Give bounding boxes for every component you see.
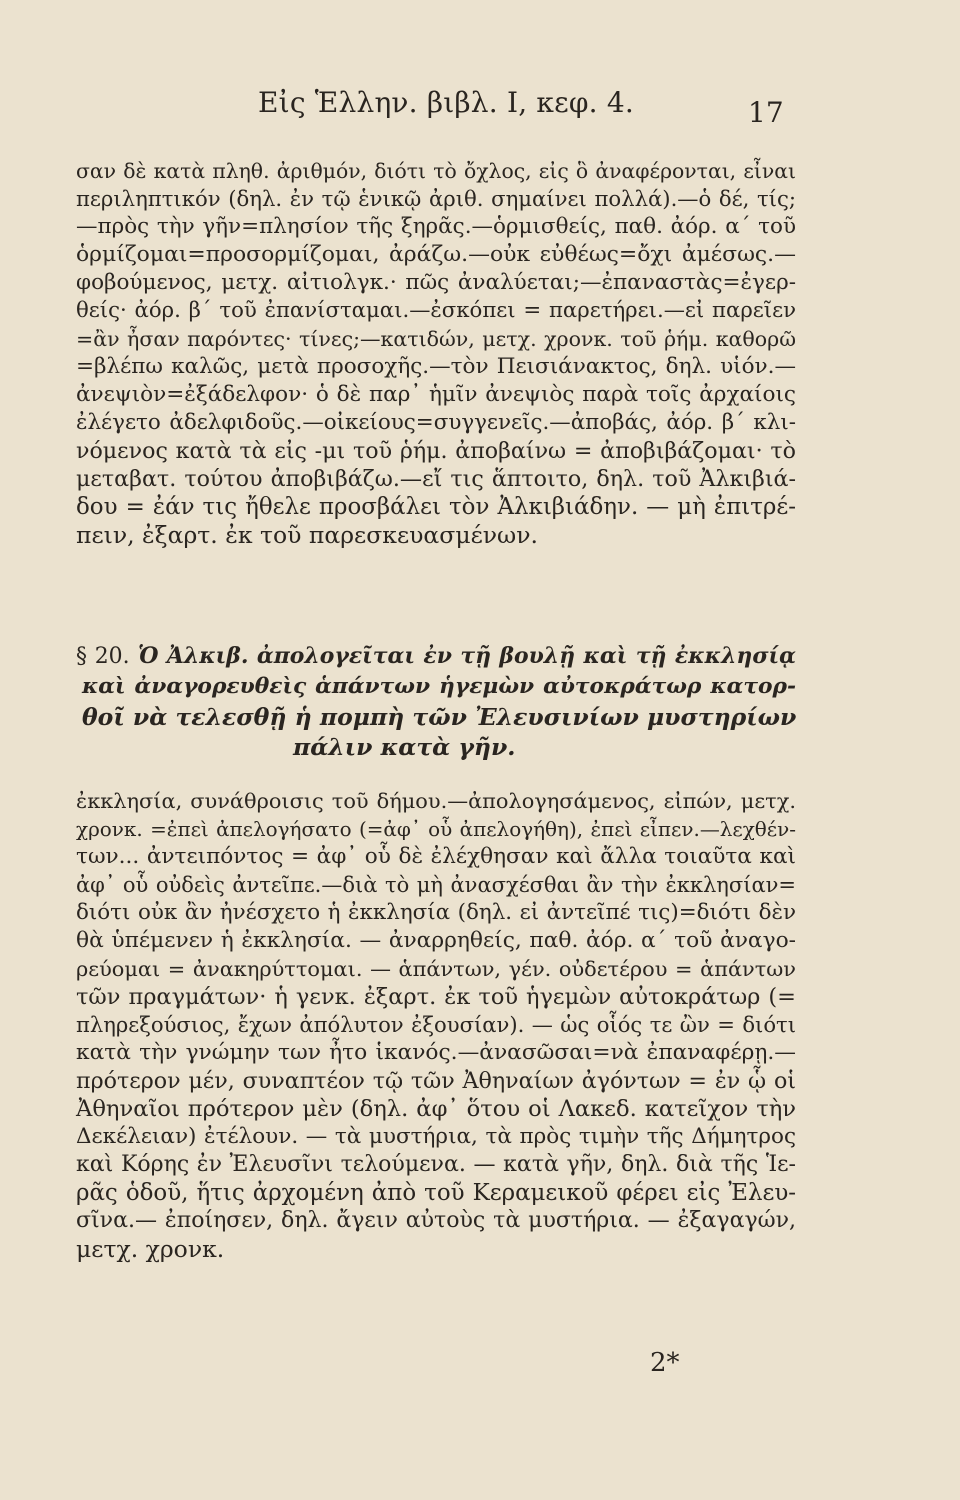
text-line: περιληπτικόν (δηλ. ἐν τῷ ἑνικῷ ἀριθ. σημαίνει πολλά).—ὁ δέ, τίς;	[76, 186, 796, 211]
text-line: ρᾶς ὁδοῦ, ἥτις ἀρχομένη ἀπὸ τοῦ Κεραμεικοῦ φέρει εἰς Ἐλευ-	[76, 1180, 796, 1206]
section-heading-text: Ὁ Ἀλκιβ. ἀπολογεῖται ἐν τῇ βουλῇ καὶ τῇ ἐκκλησίᾳ	[138, 643, 796, 669]
text-line: ἀνεψιὸν=ἐξάδελφον· ὁ δὲ παρ᾽ ἡμῖν ἀνεψιὸς παρὰ τοῖς ἀρχαίοις	[76, 382, 796, 407]
text-line: ἐκκλησία, συνάθροισις τοῦ δήμου.—ἀπολογησάμενος, εἰπών, μετχ.	[76, 789, 796, 813]
text-line: πρότερον μέν, συναπτέον τῷ τῶν Ἀθηναίων ἀγόντων = ἐν ᾧ οἱ	[76, 1068, 796, 1094]
text-line: των... ἀντειπόντος = ἀφ᾽ οὗ δὲ ἐλέχθησαν καὶ ἄλλα τοιαῦτα καὶ	[76, 844, 796, 869]
text-line: μεταβατ. τούτου ἀποβιβάζω.—εἴ τις ἅπτοιτο, δηλ. τοῦ Ἀλκιβιά-	[76, 466, 796, 492]
text-line: σῖνα.— ἐποίησεν, δηλ. ἄγειν αὐτοὺς τὰ μυστήρια. — ἐξαγαγών,	[76, 1208, 796, 1233]
text-line: νόμενος κατὰ τὰ εἰς -μι τοῦ ῥήμ. ἀποβαίνω = ἀποβιβάζομαι· τὸ	[76, 438, 796, 464]
text-line: ἀφ᾽ οὗ οὐδεὶς ἀντεῖπε.—διὰ τὸ μὴ ἀνασχέσθαι ἂν τὴν ἐκκλησίαν=	[76, 872, 796, 897]
text-line: πληρεξούσιος, ἔχων ἀπόλυτον ἐξουσίαν). — ὡς οἷός τε ὢν = διότι	[76, 1012, 796, 1037]
text-line: Δεκέλειαν) ἐτέλουν. — τὰ μυστήρια, τὰ πρὸς τιμὴν τῆς Δήμητρος	[76, 1124, 796, 1149]
section-heading-line: πάλιν κατὰ γῆν.	[293, 733, 516, 761]
running-head: Εἰς Ἑλλην. βιβλ. Ι, κεφ. 4.	[258, 86, 634, 119]
text-line: Ἀθηναῖοι πρότερον μὲν (δηλ. ἀφ᾽ ὅτου οἱ Λακεδ. κατεῖχον τὴν	[76, 1096, 796, 1122]
text-line: =ἂν ἦσαν παρόντες· τίνες;—κατιδών, μετχ. χρονκ. τοῦ ῥήμ. καθορῶ	[76, 327, 796, 351]
text-line: ρεύομαι = ἀνακηρύττομαι. — ἁπάντων, γέν. οὐδετέρου = ἁπάντων	[76, 957, 796, 981]
text-line: τῶν πραγμάτων· ἡ γενκ. ἐξαρτ. ἐκ τοῦ ἡγεμὼν αὐτοκράτωρ (=	[76, 984, 796, 1010]
section-heading-line	[76, 641, 796, 672]
text-line: κατὰ τὴν γνώμην των ἦτο ἱκανός.—ἀνασῶσαι=νὰ ἐπαναφέρῃ.—	[76, 1040, 796, 1065]
text-line: πειν, ἐξαρτ. ἐκ τοῦ παρεσκευασμένων.	[76, 521, 538, 549]
text-line: φοβούμενος, μετχ. αἰτιολγκ.· πῶς ἀναλύεται;—ἐπαναστὰς=ἐγερ-	[76, 270, 796, 295]
section-number: § 20.	[76, 644, 130, 669]
text-line: θείς· ἀόρ. β΄ τοῦ ἐπανίσταμαι.—ἐσκόπει = παρετήρει.—εἰ παρεῖεν	[76, 298, 796, 323]
signature-mark: 2*	[650, 1348, 680, 1378]
text-line: διότι οὐκ ἂν ἠνέσχετο ἡ ἐκκλησία (δηλ. εἰ ἀντεῖπέ τις)=διότι δὲν	[76, 900, 796, 925]
text-line: σαν δὲ κατὰ πληθ. ἀριθμόν, διότι τὸ ὄχλος, εἰς ὃ ἀναφέρονται, εἶναι	[76, 159, 796, 183]
page-number: 17	[748, 96, 784, 129]
commentary-block-1	[76, 157, 796, 549]
text-line: χρονκ. =ἐπεὶ ἀπελογήσατο (=ἀφ᾽ οὗ ἀπελογήθη), ἐπεὶ εἶπεν.—λεχθέν-	[76, 817, 796, 841]
text-line: καὶ Κόρης ἐν Ἐλευσῖνι τελούμενα. — κατὰ γῆν, δηλ. διὰ τῆς Ἱε-	[76, 1152, 796, 1177]
text-line: =βλέπω καλῶς, μετὰ προσοχῆς.—τὸν Πεισιάνακτος, δηλ. υἱόν.—	[76, 354, 796, 379]
section-heading-line: καὶ ἀναγορευθεὶς ἁπάντων ἡγεμὼν αὐτοκράτωρ κατορ-	[82, 674, 796, 699]
commentary-block-2	[76, 787, 796, 1263]
text-line: ἐλέγετο ἀδελφιδοῦς.—οἰκείους=συγγενεῖς.—ἀποβάς, ἀόρ. β΄ κλι-	[76, 410, 796, 435]
text-line: ὁρμίζομαι=προσορμίζομαι, ἀράζω.—οὐκ εὐθέως=ὄχι ἀμέσως.—	[76, 242, 796, 267]
text-line: μετχ. χρονκ.	[76, 1235, 225, 1263]
text-line: θὰ ὑπέμενεν ἡ ἐκκλησία. — ἀναρρηθείς, παθ. ἀόρ. α΄ τοῦ ἀναγο-	[76, 928, 796, 953]
section-heading-line: θοῖ νὰ τελεσθῇ ἡ πομπὴ τῶν Ἐλευσινίων μυστηρίων	[82, 703, 797, 731]
text-line: —πρὸς τὴν γῆν=πλησίον τῆς ξηρᾶς.—ὁρμισθείς, παθ. ἀόρ. α΄ τοῦ	[76, 214, 796, 239]
section-heading	[76, 641, 796, 762]
text-line: δου = ἐάν τις ἤθελε προσβάλει τὸν Ἀλκιβιάδην. — μὴ ἐπιτρέ-	[76, 494, 796, 520]
